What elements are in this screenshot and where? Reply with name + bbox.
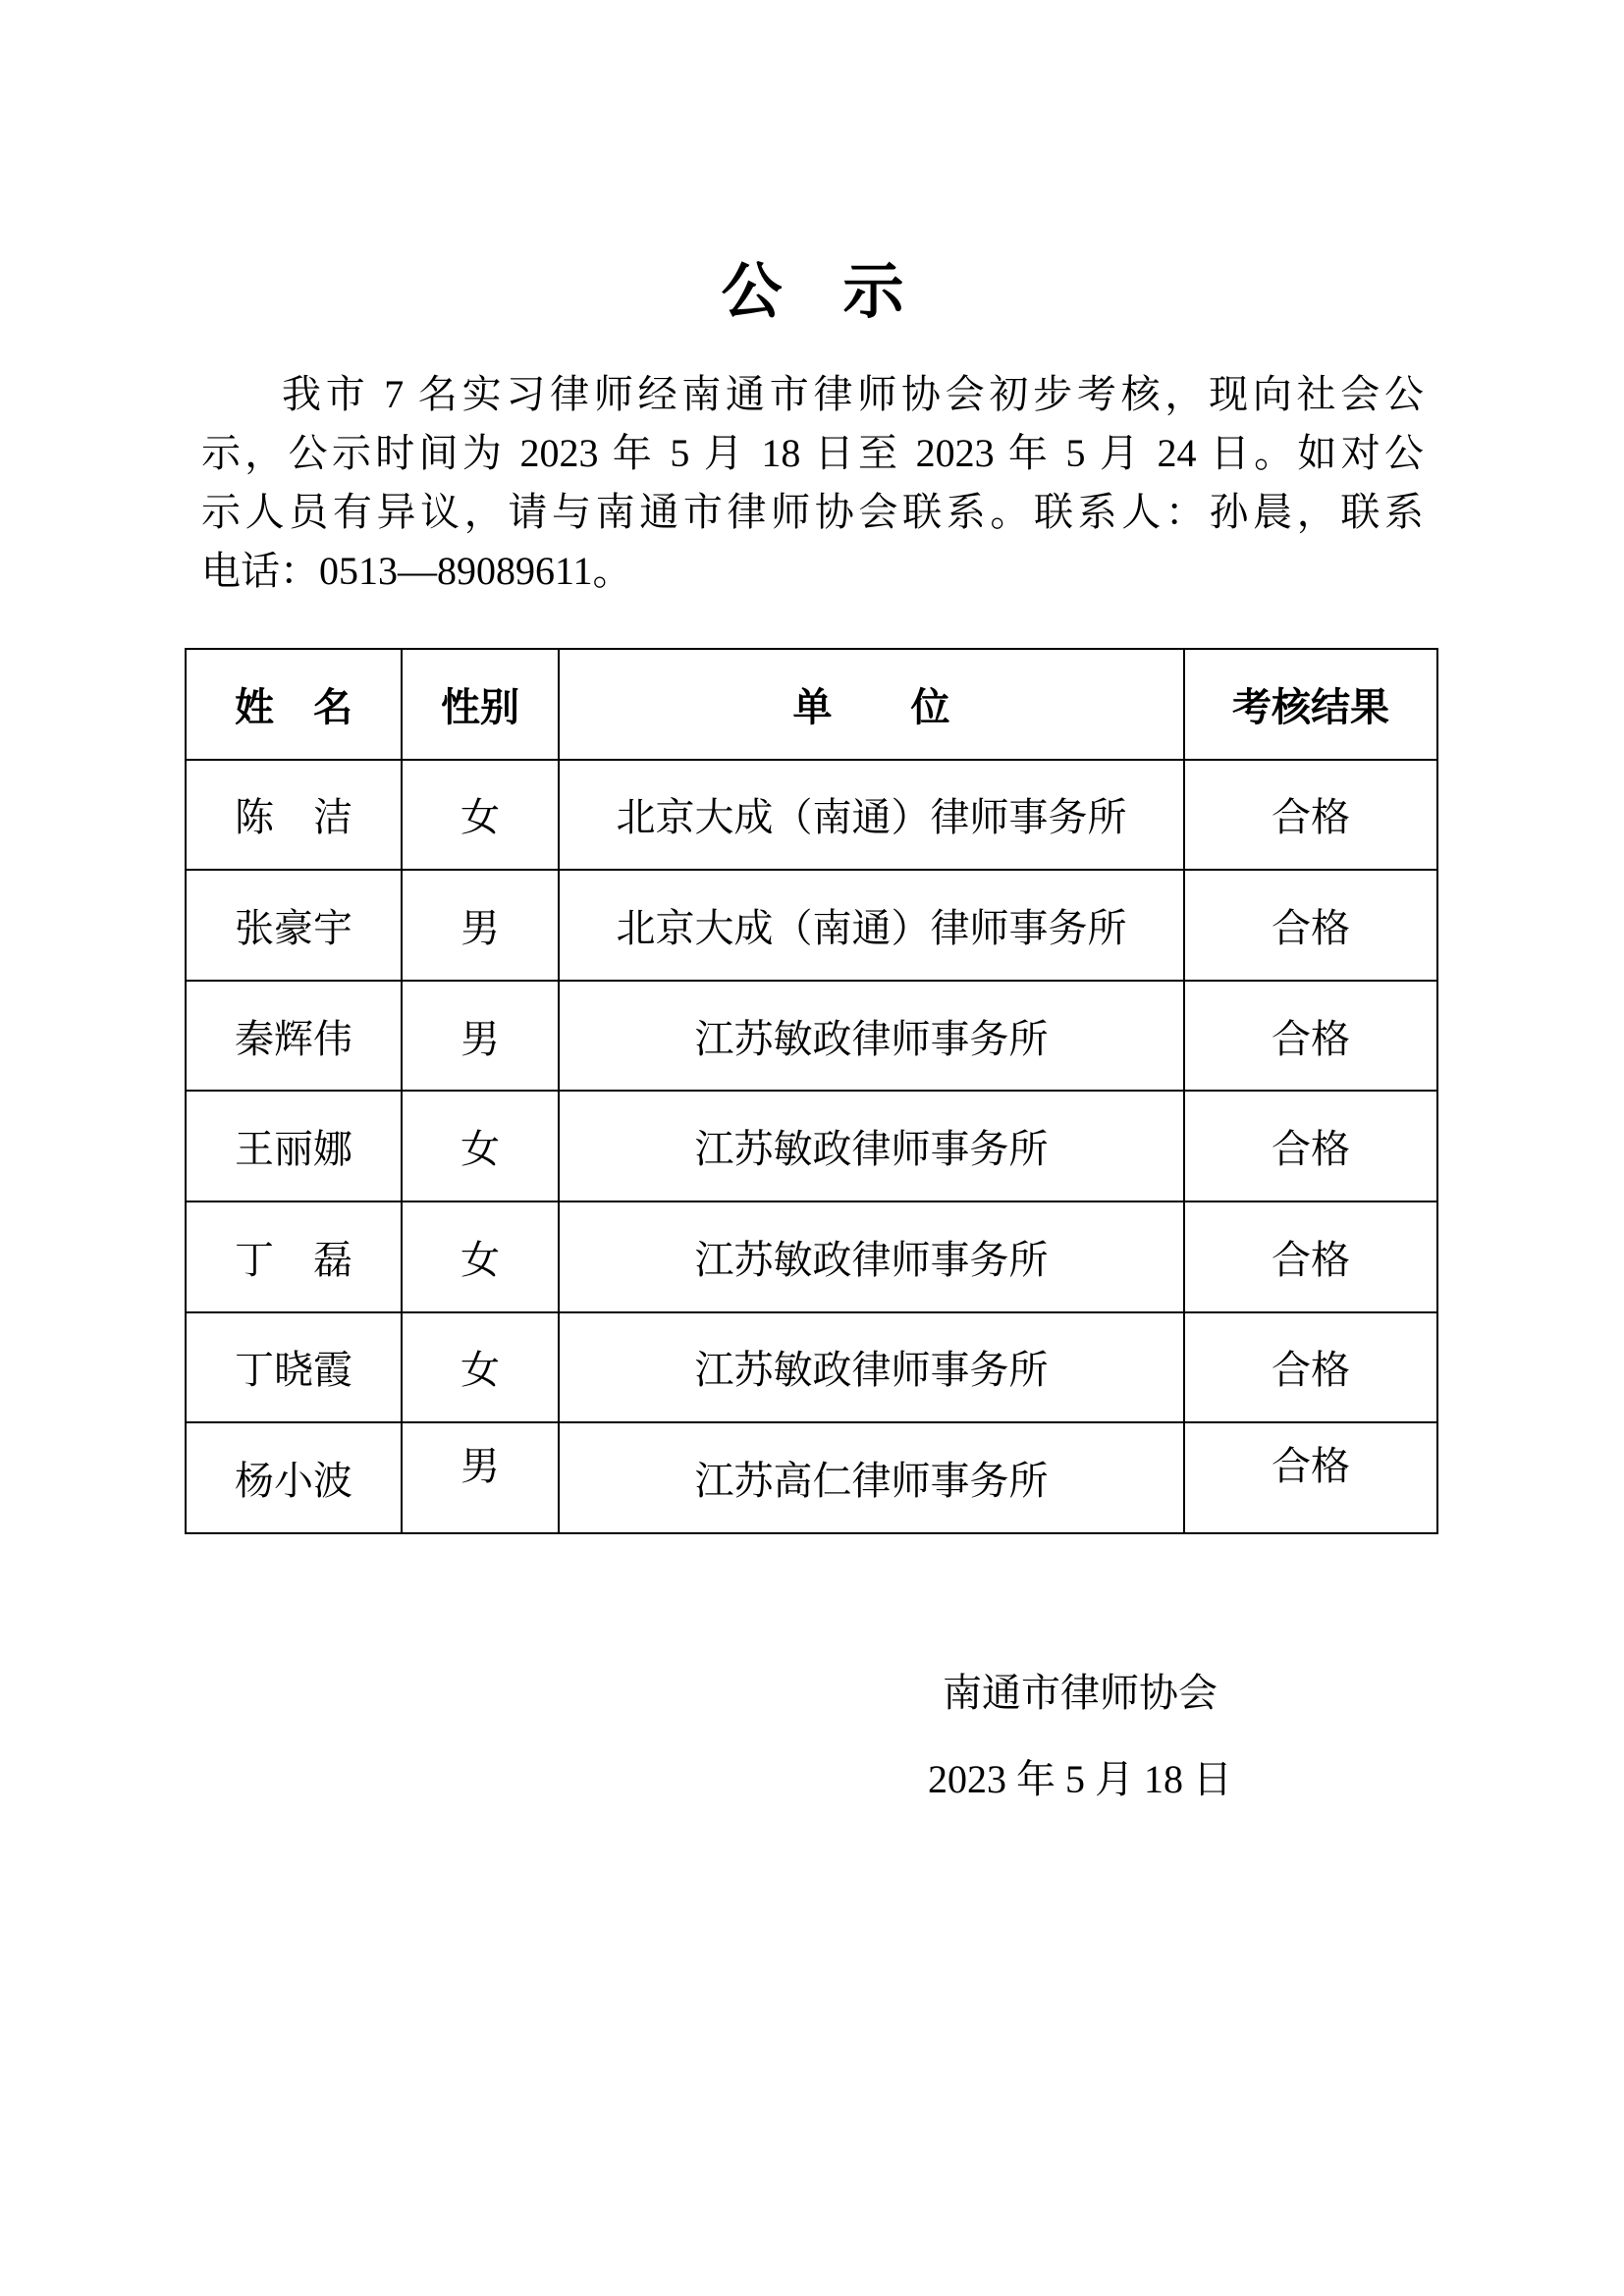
organization-cell: 江苏敏政律师事务所 (559, 981, 1184, 1092)
name-cell: 秦辉伟 (186, 981, 402, 1092)
result-cell: 合格 (1184, 1201, 1437, 1312)
result-cell: 合格 (1184, 1422, 1437, 1533)
organization-cell: 江苏高仁律师事务所 (559, 1422, 1184, 1533)
organization-cell: 北京大成（南通）律师事务所 (559, 870, 1184, 981)
result-cell: 合格 (1184, 870, 1437, 981)
table-row (186, 1201, 1437, 1312)
organization-cell: 江苏敏政律师事务所 (559, 1091, 1184, 1201)
result-cell: 合格 (1184, 760, 1437, 871)
name-cell: 丁 磊 (186, 1201, 402, 1312)
signature-organization: 南通市律师协会 (943, 1671, 1218, 1715)
lawyer-roster-table (185, 648, 1438, 1534)
name-cell: 张豪宇 (186, 870, 402, 981)
table-row (186, 1312, 1437, 1423)
name-cell: 王丽娜 (186, 1091, 402, 1201)
notice-line: 我市 7 名实习律师经南通市律师协会初步考核，现向社会公 (282, 372, 1424, 416)
header-gender: 性别 (402, 649, 559, 760)
signature-date: 2023 年 5 月 18 日 (928, 1757, 1232, 1801)
name-cell: 陈 洁 (186, 760, 402, 871)
organization-cell: 北京大成（南通）律师事务所 (559, 760, 1184, 871)
result-cell: 合格 (1184, 1312, 1437, 1423)
organization-cell: 江苏敏政律师事务所 (559, 1201, 1184, 1312)
result-cell: 合格 (1184, 1091, 1437, 1201)
notice-line: 示，公示时间为 2023 年 5 月 18 日至 2023 年 5 月 24 日。如对公 (201, 431, 1424, 475)
organization-cell: 江苏敏政律师事务所 (559, 1312, 1184, 1423)
table-row (186, 1422, 1437, 1533)
notice-paragraph (201, 365, 1424, 601)
name-cell: 丁晓霞 (186, 1312, 402, 1423)
header-result: 考核结果 (1184, 649, 1437, 760)
header-organization: 单 位 (559, 649, 1184, 760)
gender-cell: 女 (402, 760, 559, 871)
table-row (186, 1091, 1437, 1201)
header-name: 姓 名 (186, 649, 402, 760)
gender-cell: 女 (402, 1312, 559, 1423)
page-title: 公 示 (721, 258, 904, 326)
notice-line: 电话：0513—89089611。 (201, 549, 632, 593)
gender-cell: 男 (402, 1422, 559, 1533)
table-row (186, 981, 1437, 1092)
gender-cell: 女 (402, 1091, 559, 1201)
gender-cell: 女 (402, 1201, 559, 1312)
notice-line: 示人员有异议，请与南通市律师协会联系。联系人：孙晨，联系 (201, 490, 1424, 534)
name-cell: 杨小波 (186, 1422, 402, 1533)
gender-cell: 男 (402, 981, 559, 1092)
table-header-row (186, 649, 1437, 760)
table-row (186, 760, 1437, 871)
result-cell: 合格 (1184, 981, 1437, 1092)
gender-cell: 男 (402, 870, 559, 981)
signature-block (884, 1672, 1276, 1801)
table-row (186, 870, 1437, 981)
